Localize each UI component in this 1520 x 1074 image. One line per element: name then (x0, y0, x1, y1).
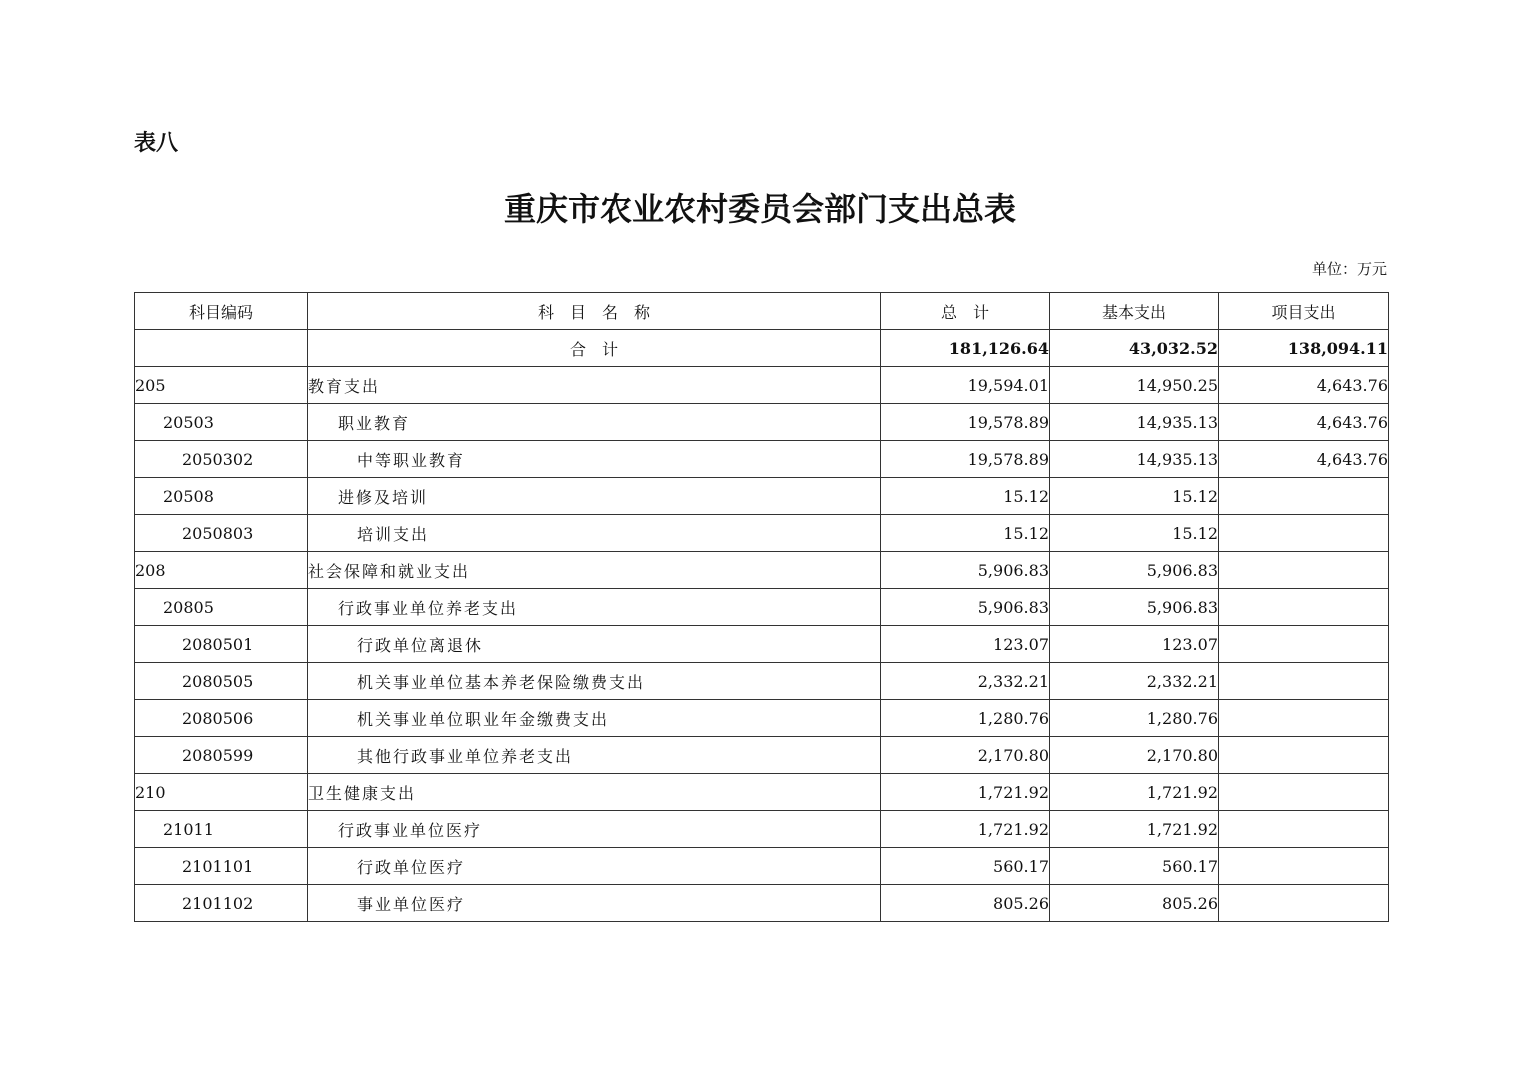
cell-basic: 15.12 (1050, 478, 1219, 515)
cell-name: 中等职业教育 (308, 441, 881, 478)
cell-project (1219, 737, 1389, 774)
cell-name: 教育支出 (308, 367, 881, 404)
header-name: 科 目 名 称 (308, 293, 881, 330)
cell-total: 19,594.01 (881, 367, 1050, 404)
header-basic: 基本支出 (1050, 293, 1219, 330)
table-row (135, 626, 1389, 663)
cell-name: 社会保障和就业支出 (308, 552, 881, 589)
cell-name: 进修及培训 (308, 478, 881, 515)
cell-name: 机关事业单位基本养老保险缴费支出 (308, 663, 881, 700)
table-header-row (135, 293, 1389, 330)
cell-code: 2080599 (135, 737, 308, 774)
document-title: 重庆市农业农村委员会部门支出总表 (503, 190, 1016, 228)
table-label: 表八 (134, 131, 179, 156)
cell-basic: 14,935.13 (1050, 404, 1219, 441)
cell-basic: 2,170.80 (1050, 737, 1219, 774)
cell-total: 560.17 (881, 848, 1050, 885)
cell-name: 职业教育 (308, 404, 881, 441)
cell-total: 2,332.21 (881, 663, 1050, 700)
cell-name: 行政事业单位养老支出 (308, 589, 881, 626)
table-row (135, 737, 1389, 774)
cell-code: 210 (135, 774, 308, 811)
cell-name: 行政单位离退休 (308, 626, 881, 663)
cell-basic: 14,950.25 (1050, 367, 1219, 404)
table-row (135, 515, 1389, 552)
table-row (135, 404, 1389, 441)
cell-code: 2050302 (135, 441, 308, 478)
cell-name: 培训支出 (308, 515, 881, 552)
cell-code: 2101101 (135, 848, 308, 885)
table-row (135, 441, 1389, 478)
cell-project: 138,094.11 (1219, 330, 1389, 367)
cell-project (1219, 515, 1389, 552)
cell-basic: 1,721.92 (1050, 811, 1219, 848)
table-row-total (135, 330, 1389, 367)
cell-total: 181,126.64 (881, 330, 1050, 367)
table-row (135, 367, 1389, 404)
cell-total: 805.26 (881, 885, 1050, 922)
cell-total: 15.12 (881, 515, 1050, 552)
unit-note: 单位：万元 (1311, 260, 1387, 278)
cell-name: 其他行政事业单位养老支出 (308, 737, 881, 774)
cell-total: 123.07 (881, 626, 1050, 663)
cell-code: 20805 (135, 589, 308, 626)
cell-project (1219, 478, 1389, 515)
cell-basic: 14,935.13 (1050, 441, 1219, 478)
header-total: 总 计 (881, 293, 1050, 330)
table-row (135, 478, 1389, 515)
cell-project (1219, 885, 1389, 922)
cell-basic: 805.26 (1050, 885, 1219, 922)
cell-basic: 43,032.52 (1050, 330, 1219, 367)
cell-total: 5,906.83 (881, 552, 1050, 589)
cell-project (1219, 848, 1389, 885)
cell-project (1219, 552, 1389, 589)
cell-code: 208 (135, 552, 308, 589)
cell-total: 1,280.76 (881, 700, 1050, 737)
cell-project (1219, 663, 1389, 700)
cell-total: 19,578.89 (881, 441, 1050, 478)
cell-basic: 1,721.92 (1050, 774, 1219, 811)
cell-code: 2080506 (135, 700, 308, 737)
table-row (135, 552, 1389, 589)
cell-code: 2080505 (135, 663, 308, 700)
cell-code (135, 330, 308, 367)
cell-project (1219, 589, 1389, 626)
table-row (135, 589, 1389, 626)
cell-name: 行政事业单位医疗 (308, 811, 881, 848)
cell-project (1219, 700, 1389, 737)
table-row (135, 774, 1389, 811)
cell-name: 合 计 (308, 330, 881, 367)
cell-total: 5,906.83 (881, 589, 1050, 626)
cell-basic: 5,906.83 (1050, 552, 1219, 589)
cell-total: 1,721.92 (881, 774, 1050, 811)
table-row (135, 811, 1389, 848)
cell-name: 事业单位医疗 (308, 885, 881, 922)
table-row (135, 700, 1389, 737)
cell-total: 15.12 (881, 478, 1050, 515)
cell-total: 19,578.89 (881, 404, 1050, 441)
cell-project: 4,643.76 (1219, 441, 1389, 478)
cell-project (1219, 811, 1389, 848)
header-code: 科目编码 (135, 293, 308, 330)
cell-basic: 2,332.21 (1050, 663, 1219, 700)
table-row (135, 663, 1389, 700)
cell-code: 20508 (135, 478, 308, 515)
cell-total: 2,170.80 (881, 737, 1050, 774)
table-row (135, 885, 1389, 922)
cell-code: 21011 (135, 811, 308, 848)
cell-project (1219, 626, 1389, 663)
cell-basic: 15.12 (1050, 515, 1219, 552)
cell-name: 机关事业单位职业年金缴费支出 (308, 700, 881, 737)
expenditure-table (134, 292, 1389, 922)
cell-basic: 1,280.76 (1050, 700, 1219, 737)
cell-basic: 5,906.83 (1050, 589, 1219, 626)
cell-project: 4,643.76 (1219, 367, 1389, 404)
cell-code: 2101102 (135, 885, 308, 922)
cell-code: 2080501 (135, 626, 308, 663)
cell-basic: 560.17 (1050, 848, 1219, 885)
cell-code: 2050803 (135, 515, 308, 552)
cell-code: 205 (135, 367, 308, 404)
cell-total: 1,721.92 (881, 811, 1050, 848)
cell-name: 行政单位医疗 (308, 848, 881, 885)
header-project: 项目支出 (1219, 293, 1389, 330)
cell-name: 卫生健康支出 (308, 774, 881, 811)
cell-project: 4,643.76 (1219, 404, 1389, 441)
cell-basic: 123.07 (1050, 626, 1219, 663)
cell-project (1219, 774, 1389, 811)
table-row (135, 848, 1389, 885)
cell-code: 20503 (135, 404, 308, 441)
